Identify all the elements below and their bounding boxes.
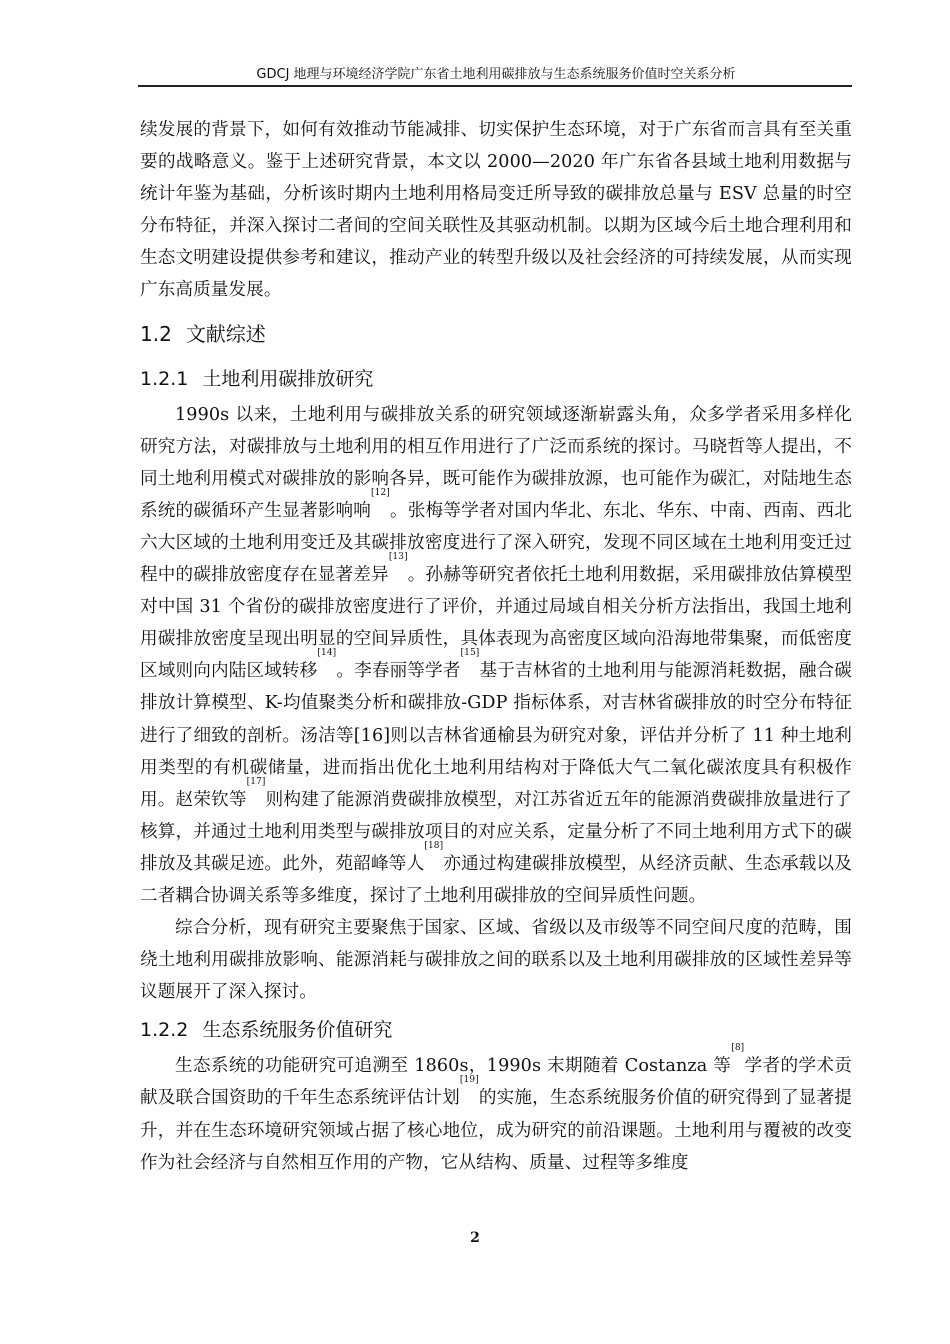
citation-ref: [14] (317, 648, 337, 659)
citation-ref: [13] (388, 552, 408, 563)
subsection-heading-1-2-2 (140, 1008, 852, 1050)
text-span: 生态系统的功能研究可追溯至 1860s，1990s 末期随着 Costanza 等 (175, 1056, 732, 1077)
citation-ref: [17] (246, 776, 266, 787)
paragraph-esv-review (140, 1043, 852, 1178)
section-number: 1.2 (140, 321, 172, 346)
paragraph-carbon-summary: 综合分析，现有研究主要聚焦于国家、区域、省级以及市级等不同空间尺度的范畴，围绕土地利用碳排放影响、能源消耗与碳排放之间的联系以及土地利用碳排放的区域性差异等议题展开了深入探讨。 (140, 918, 852, 1003)
text-span: 。孙赫等研究者依托土地利用数据，采用碳排放估算模型对中国 31 个省份的碳排放密度进行了评价，并通过局域自相关分析方法指出，我国土地利用碳排放密度呈现出明显的空间异质性，具体表现为高密度区域向沿海地带集聚，而低密度区域则向内陆区域转移 (140, 565, 852, 682)
section-heading-1-2 (140, 307, 852, 359)
text-span: 。李春丽等学者 (336, 661, 461, 682)
text-span: 1990s 以来，土地利用与碳排放关系的研究领域逐渐崭露头角，众多学者采用多样化研究方法，对碳排放与土地利用的相互作用进行了广泛而系统的探讨。马晓哲等人提出，不同土地利用模式对碳排放的影响各异，既可能作为碳排放源，也可能作为碳汇，对陆地生态系统的碳循环产生显著影响响 (140, 404, 852, 521)
citation-ref: [19] (459, 1075, 479, 1086)
citation-ref: [15] (460, 648, 480, 659)
subsection-number: 1.2.2 (140, 1019, 189, 1042)
text-span: 亦通过构建碳排放模型，从经济贡献、生态承载以及二者耦合协调关系等多维度，探讨了土地利用碳排放的空间异质性问题。 (140, 853, 852, 906)
subsection-title: 土地利用碳排放研究 (202, 367, 374, 390)
body-text (140, 114, 852, 1179)
subsection-heading-1-2-1 (140, 359, 852, 399)
subsection-number: 1.2.1 (140, 367, 189, 390)
intro-paragraph: 续发展的背景下，如何有效推动节能减排、切实保护生态环境，对于广东省而言具有至关重要的战略意义。鉴于上述研究背景，本文以 2000—2020 年广东省各县域土地利用数据与统计年鉴为基础，分析该时期内土地利用格局变迁所导致的碳排放总量与 ESV 总量的时空分布特征，并深入探讨二者间的空间关联性及其驱动机制。以期为区域今后土地合理利用和生态文明建设提供参考和建议，推动产业的转型升级以及社会经济的可持续发展，从而实现广东高质量发展。 (140, 120, 852, 301)
paragraph-carbon-review (140, 399, 852, 913)
running-header: GDCJ 地理与环境经济学院广东省土地利用碳排放与生态系统服务价值时空关系分析 (256, 67, 736, 82)
citation-ref: [8] (731, 1043, 745, 1054)
section-title: 文献综述 (185, 321, 266, 346)
text-span: 。张梅等学者对国内华北、东北、华东、中南、西南、西北六大区域的土地利用变迁及其碳排放密度进行了深入研究，发现不同区域在土地利用变迁过程中的碳排放密度存在显著差异 (140, 500, 852, 586)
citation-ref: [18] (424, 840, 444, 851)
text-span: 的实施，生态系统服务价值的研究得到了显著提升，并在生态环境研究领域占据了核心地位，成为研究的前沿课题。土地利用与覆被的改变作为社会经济与自然相互作用的产物，它从结构、质量、过程等多维度 (140, 1088, 852, 1173)
citation-ref: [12] (371, 487, 390, 498)
text-span: 则构建了能源消费碳排放模型，对江苏省近五年的能源消费碳排放量进行了核算，并通过土地利用类型与碳排放项目的对应关系，定量分析了不同土地利用方式下的碳排放及其碳足迹。此外，苑韶峰等人 (140, 789, 852, 874)
text-span: 基于吉林省的土地利用与能源消耗数据，融合碳排放计算模型、K-均值聚类分析和碳排放-GDP 指标体系，对吉林省碳排放的时空分布特征进行了细致的剖析。汤洁等[16]则以吉林省通榆县为研究对象，评估并分析了 11 种土地利用类型的有机碳储量，进而指出优化土地利用结构对于降低大气二氧化碳浓度具有积极作用。赵荣钦等 (140, 661, 852, 810)
page-number: 2 (470, 1230, 480, 1246)
subsection-title: 生态系统服务价值研究 (202, 1019, 393, 1042)
header-rule (138, 85, 852, 87)
text-span: 学者的学术贡献及联合国资助的千年生态系统评估计划 (140, 1056, 852, 1109)
